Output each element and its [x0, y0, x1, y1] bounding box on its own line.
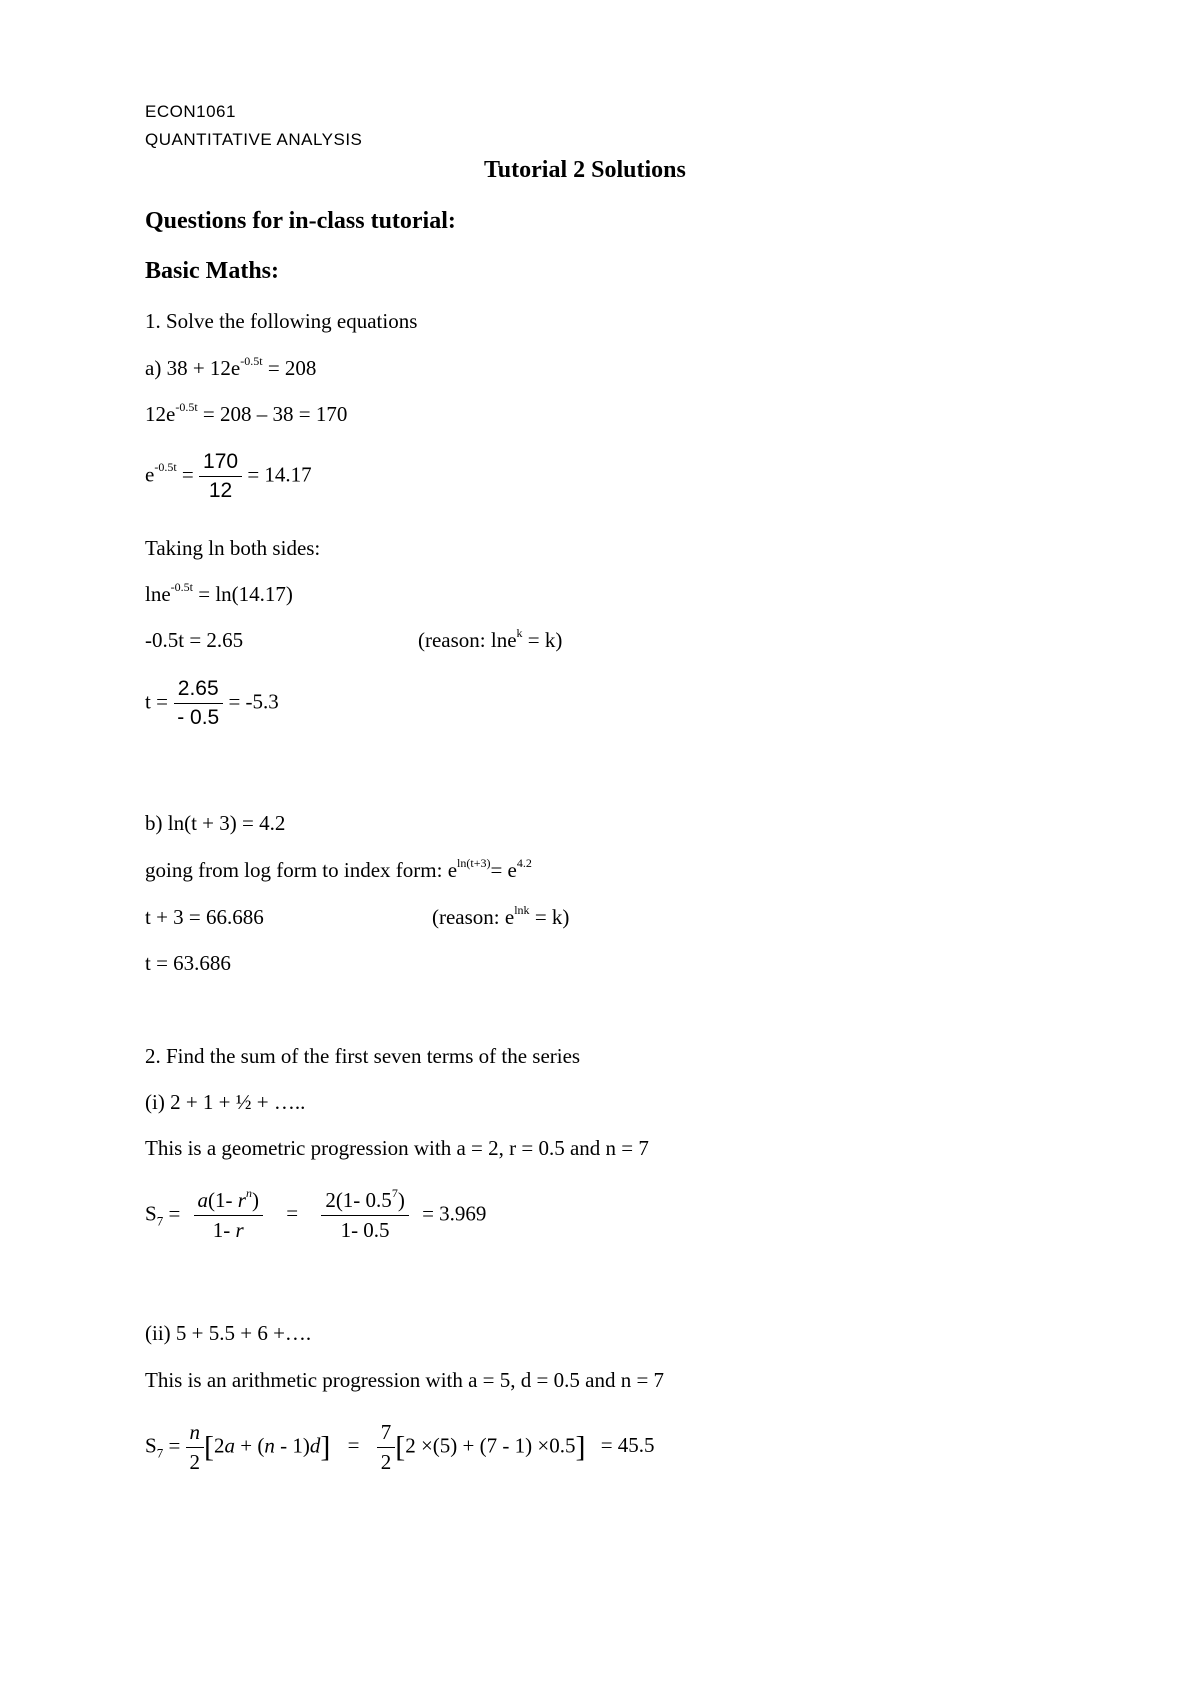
q1b-line-3-reason: (reason: $e^{lnk} = k$)	[432, 903, 570, 929]
section-heading-basic-maths: Basic Maths:	[145, 258, 279, 284]
q1a-line-3: $e^{-0.5t}$ = $\frac{170}{12}$ = 14.17	[145, 450, 312, 502]
q1a-line-2: $12e^{-0.5t} = 208 - 38 = 170$	[145, 400, 348, 426]
q1b-line-3: t + 3 = 66.686	[145, 905, 264, 929]
fraction-n-over-2: $\frac{n}{2}$	[186, 1420, 205, 1475]
q1a-line-6: -0.5t = 2.65	[145, 628, 244, 652]
q2ii-description: This is an arithmetic progression with a = 5, d = 0.5 and n = 7	[145, 1368, 665, 1392]
fraction-7-over-2: $\frac{7}{2}$	[377, 1420, 396, 1475]
fraction-170-over-12: $\frac{170}{12}$	[199, 450, 242, 503]
fraction-geometric-evaluated: $\frac{2(1- 0.5^7)}{1- 0.5}$	[321, 1188, 409, 1243]
question-1-prompt: 1. Solve the following equations	[145, 309, 418, 333]
q2ii-series: (ii) 5 + 5.5 + 6 +….	[145, 1321, 312, 1345]
q1a-line-4: Taking ln both sides:	[145, 536, 321, 560]
q1a-line-1: a) $38 + 12e^{-0.5t} = 208$	[145, 354, 317, 380]
q2ii-sum-formula: $S_7$ = $\frac{n}{2}$ [2a + (n - 1)d] = $\frac{7}{2}$ [2 ×(5) + (7 - 1) ×0.5] = 45.5	[145, 1420, 655, 1474]
q2i-series: (i) 2 + 1 + ½ + …..	[145, 1090, 306, 1114]
page-title: Tutorial 2 Solutions	[484, 157, 686, 183]
q1a-line-7: t = $\frac{2.65}{- 0.5}$ = -5.3	[145, 677, 279, 729]
section-heading-in-class: Questions for in-class tutorial:	[145, 208, 456, 234]
q2i-description: This is a geometric progression with a = 2, r = 0.5 and n = 7	[145, 1136, 649, 1160]
fraction-geometric-general: $\frac{a(1- r^n)}{1- r}$	[194, 1188, 263, 1243]
q1a-line-5: lne$^{-0.5t}$ = ln(14.17)	[145, 580, 293, 606]
course-name: QUANTITATIVE ANALYSIS	[145, 130, 363, 149]
q1b-line-4: t = 63.686	[145, 951, 231, 975]
question-2-prompt: 2. Find the sum of the first seven terms of the series	[145, 1044, 581, 1068]
course-code: ECON1061	[145, 102, 236, 121]
q1b-line-2: going from log form to index form: $e^{ln(t+3)}= e^{4.2}$	[145, 856, 532, 882]
fraction-2.65-over-minus-0.5: $\frac{2.65}{- 0.5}$	[173, 677, 223, 730]
q2i-sum-formula: $S_7$ = $\frac{a(1- r^n)}{1- r}$ = $\frac{2(1- 0.5^7)}{1- 0.5}$ = 3.969	[145, 1186, 487, 1242]
q1b-line-1: b) ln(t + 3) = 4.2	[145, 811, 286, 835]
q1a-line-6-reason: (reason: lne$^k$ = k)	[418, 626, 563, 652]
